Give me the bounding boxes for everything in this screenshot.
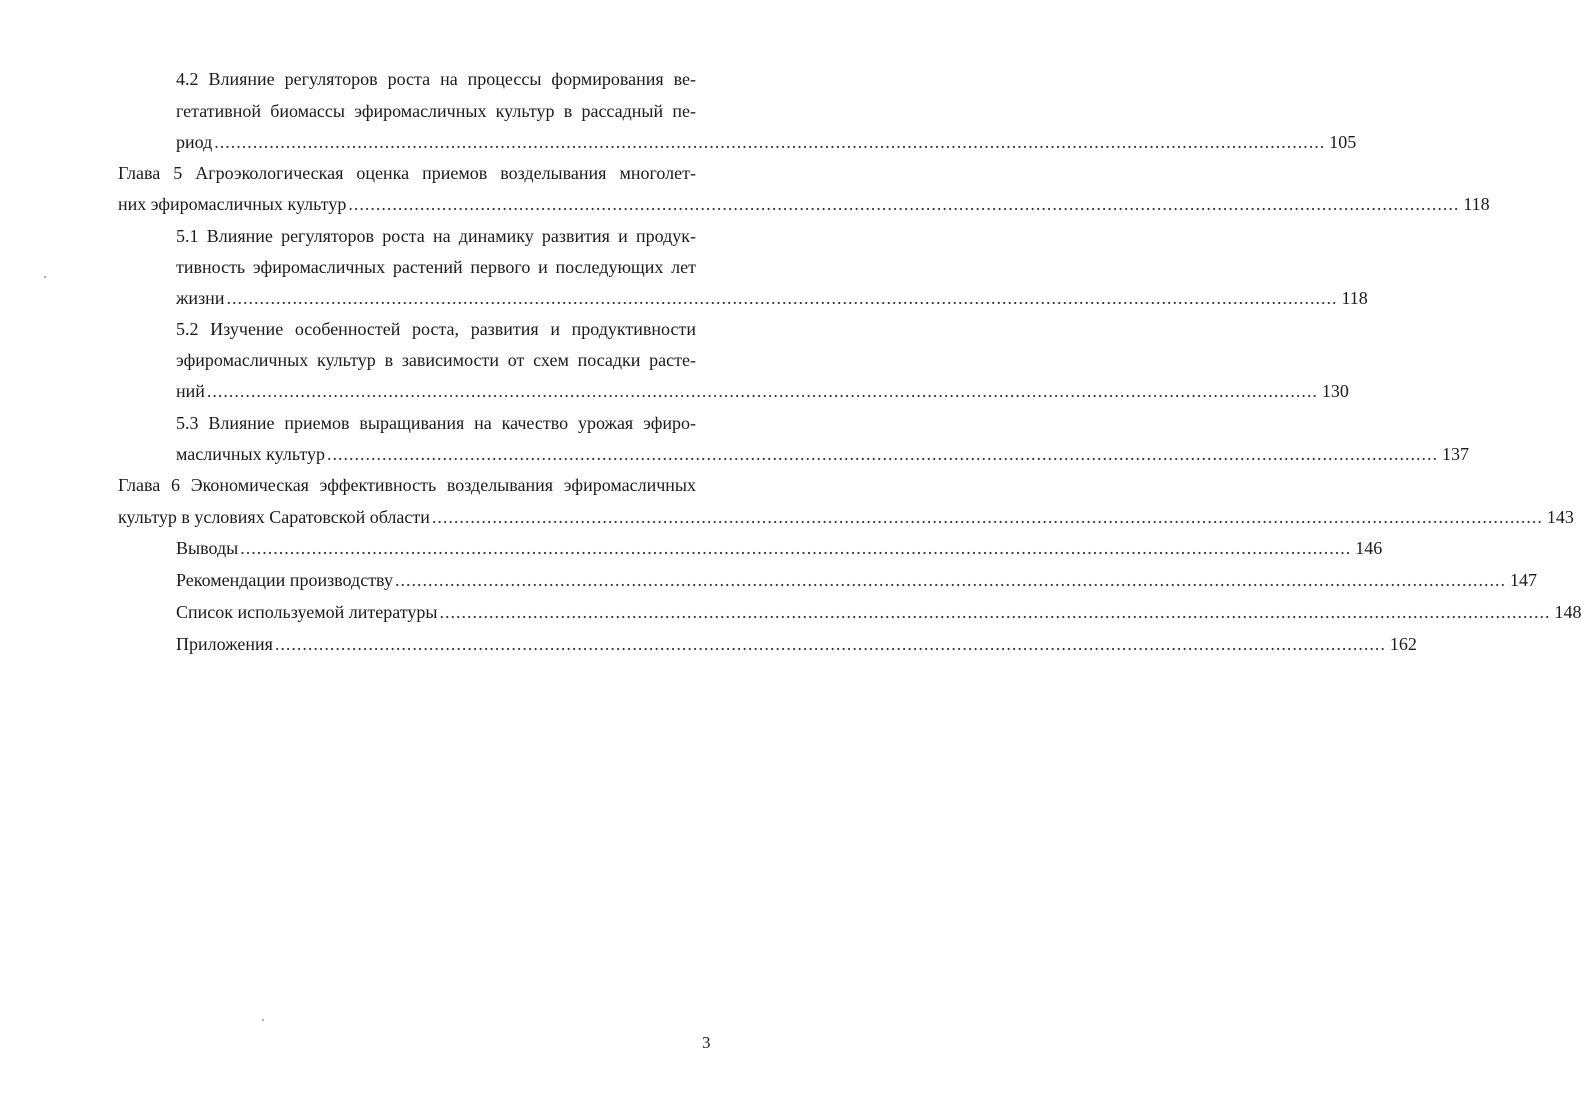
leader-dots: ..........................................................................................................................................................................................................	[214, 132, 1326, 152]
toc-line: Приложения	[176, 634, 273, 654]
leader-dots: ..........................................................................................................................................................................................................	[394, 570, 1506, 590]
toc-line-last	[176, 596, 1581, 628]
toc-line: ний	[176, 381, 205, 401]
leader-dots: ..........................................................................................................................................................................................................	[226, 288, 1338, 308]
toc-line: культур в условиях Саратовской области	[118, 507, 430, 527]
toc-line: эфиромасличных культур в зависимости от схем посадки расте-	[176, 350, 696, 370]
toc-page-number: 148	[1554, 602, 1581, 622]
toc-line: масличных культур	[176, 444, 325, 464]
page-number: 3	[702, 1033, 711, 1052]
toc-line: Список используемой литературы	[176, 602, 438, 622]
toc-line: 5.1 Влияние регуляторов роста на динамику развития и продук-	[176, 226, 696, 246]
toc-line-last	[176, 628, 1417, 660]
toc-page-number: 137	[1441, 444, 1469, 464]
scan-speck	[262, 1019, 264, 1021]
toc-line: них эфиромасличных культур	[118, 194, 347, 214]
leader-dots: ..........................................................................................................................................................................................................	[431, 507, 1543, 527]
leader-dots: ..........................................................................................................................................................................................................	[240, 538, 1352, 558]
toc-line: Рекомендации производству	[176, 570, 393, 590]
toc-page-number: 105	[1329, 132, 1357, 152]
toc-line: 4.2 Влияние регуляторов роста на процессы формирования ве-	[176, 69, 696, 89]
toc-page-number: 130	[1321, 381, 1349, 401]
toc-page-number: 118	[1341, 288, 1368, 308]
toc-line: Глава 6 Экономическая эффективность возделывания эфиромасличных	[118, 475, 696, 495]
toc-line: Глава 5 Агроэкологическая оценка приемов возделывания многолет-	[118, 163, 696, 183]
leader-dots: ..........................................................................................................................................................................................................	[439, 602, 1551, 622]
toc-page-number: 118	[1463, 194, 1490, 214]
toc-line: Выводы	[176, 538, 239, 558]
toc-line-last	[176, 375, 1349, 407]
leader-dots: ..........................................................................................................................................................................................................	[348, 194, 1460, 214]
toc-line-last	[118, 501, 1574, 533]
toc-line-last	[176, 438, 1469, 470]
toc-line-last	[176, 126, 1357, 158]
toc-page-number: 147	[1509, 570, 1537, 590]
toc-line-last	[176, 282, 1368, 314]
toc-page-number: 146	[1355, 538, 1383, 558]
toc-line: 5.3 Влияние приемов выращивания на качество урожая эфиро-	[176, 413, 696, 433]
toc-line-last	[176, 532, 1383, 564]
toc-page-number: 143	[1546, 507, 1574, 527]
toc-line: 5.2 Изучение особенностей роста, развития и продуктивности	[176, 319, 696, 339]
toc-line: жизни	[176, 288, 225, 308]
toc-line: гетативной биомассы эфиромасличных культур в рассадный пе-	[176, 101, 696, 121]
leader-dots: ..........................................................................................................................................................................................................	[206, 381, 1318, 401]
toc-line: тивность эфиромасличных растений первого и последующих лет	[176, 257, 696, 277]
toc-line-last	[118, 188, 1490, 220]
scan-speck	[44, 276, 46, 278]
toc-line: риод	[176, 132, 213, 152]
toc-page-number: 162	[1389, 634, 1417, 654]
toc-line-last	[176, 564, 1537, 596]
leader-dots: ..........................................................................................................................................................................................................	[274, 634, 1386, 654]
leader-dots: ..........................................................................................................................................................................................................	[326, 444, 1438, 464]
